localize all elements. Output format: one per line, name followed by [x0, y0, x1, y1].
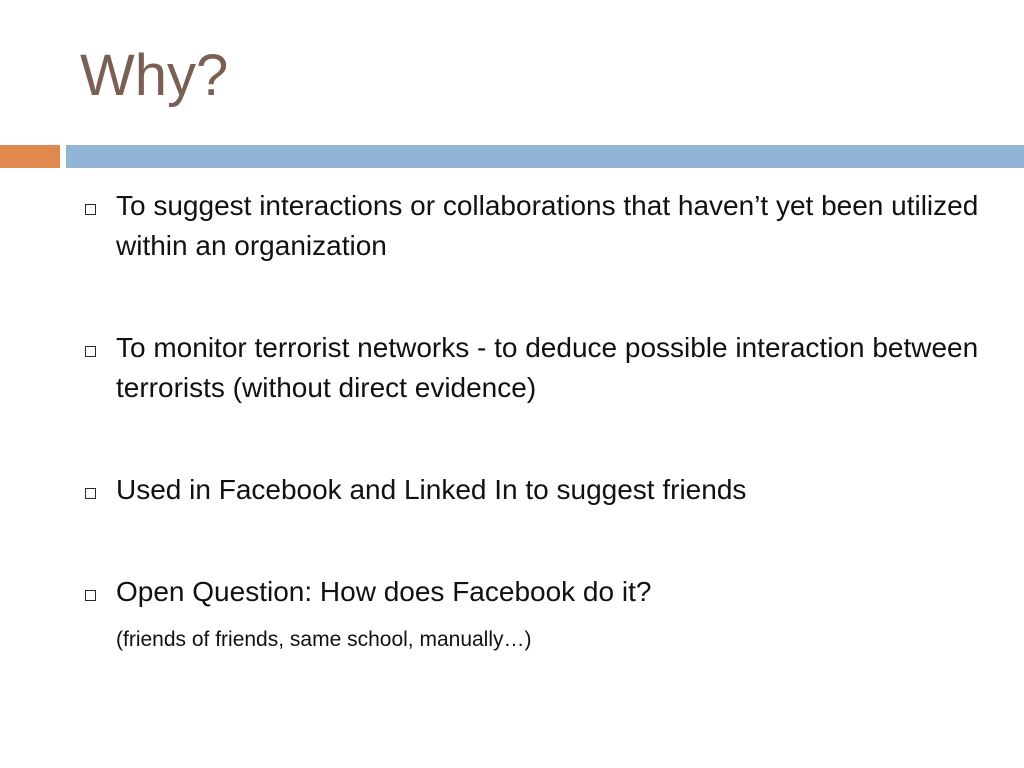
bullet-item [80, 186, 1000, 266]
bullet-list [80, 186, 1000, 654]
bullet-item [80, 470, 1000, 510]
bullet-text: Used in Facebook and Linked In to suggest friends [116, 474, 747, 505]
bullet-item [80, 328, 1000, 408]
bullet-square-icon [85, 488, 96, 499]
bullet-subnote: (friends of friends, same school, manually…) [116, 628, 532, 651]
accent-bar-orange [0, 145, 60, 168]
bullet-square-icon [85, 346, 96, 357]
bullet-text: To suggest interactions or collaborations that haven’t yet been utilized within an organization [116, 190, 979, 261]
accent-bar-blue [66, 145, 1024, 168]
bullet-item [80, 572, 1000, 654]
bullet-square-icon [85, 590, 96, 601]
bullet-text: To monitor terrorist networks - to deduce possible interaction between terrorists (without direct evidence) [116, 332, 979, 403]
bullet-text: Open Question: How does Facebook do it? [116, 576, 652, 607]
slide-title: Why? [80, 43, 229, 108]
bullet-square-icon [85, 204, 96, 215]
